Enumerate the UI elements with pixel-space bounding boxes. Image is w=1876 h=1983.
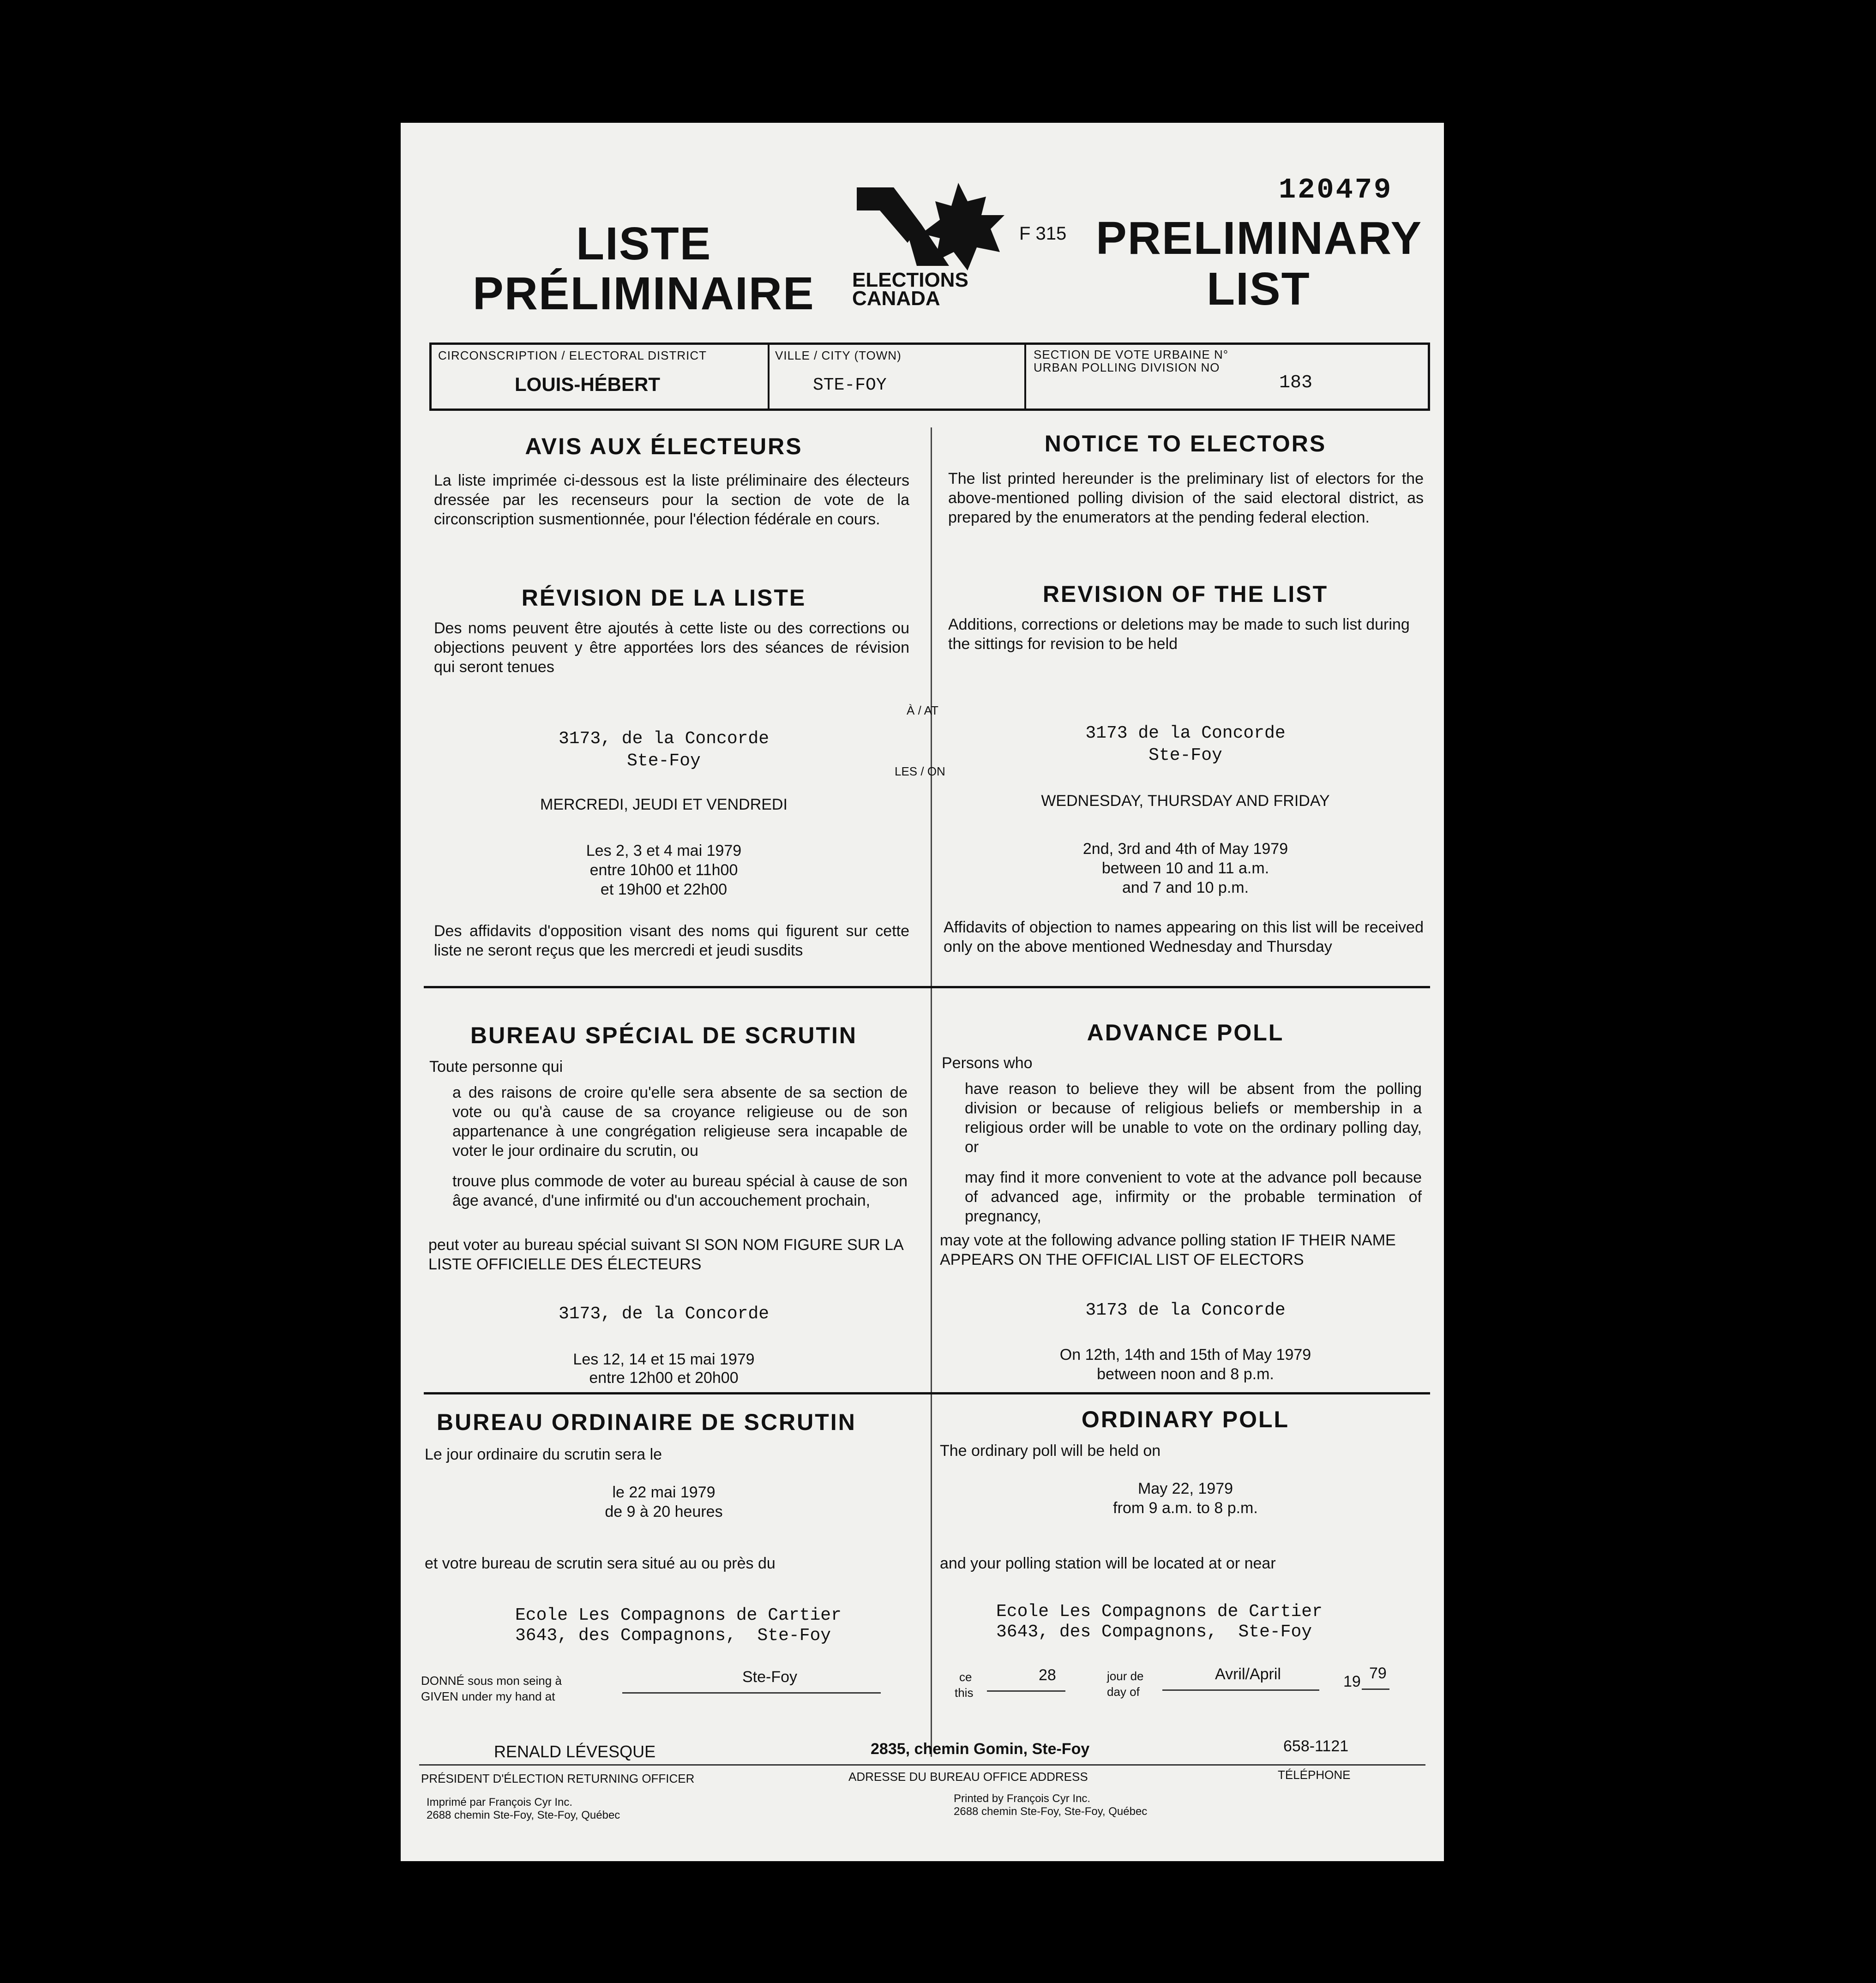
revision-en-text: Additions, corrections or deletions may be made to such list during the sittings for revision to be held — [948, 616, 1410, 653]
advance-fr-item1: a des raisons de croire qu'elle sera absente de sa section de vote ou qu'à cause de sa croyance religieuse ou de son appartenance à une congrégation religieuse sera incapable de voter le jour ordinaire du scrutin, ou — [452, 1084, 908, 1160]
officer-name: RENALD LÉVESQUE — [494, 1742, 656, 1761]
revision-en-title: REVISION OF THE LIST — [1042, 581, 1329, 607]
ordinary-en-date-line2: from 9 a.m. to 8 p.m. — [1113, 1499, 1258, 1517]
revision-fr-dates-line1: Les 2, 3 et 4 mai 1979 — [586, 842, 742, 859]
ordinary-en-date-line1: May 22, 1979 — [1137, 1480, 1233, 1497]
revision-fr-dates-line2: entre 10h00 et 11h00 — [589, 861, 738, 879]
advance-fr-title: BUREAU SPÉCIAL DE SCRUTIN — [470, 1022, 858, 1048]
printer-fr-line1: Imprimé par François Cyr Inc. — [427, 1796, 573, 1809]
on-label: LES / ON — [895, 764, 945, 778]
revision-fr-address-line2: Ste-Foy — [627, 751, 701, 771]
notice-en-title: NOTICE TO ELECTORS — [1044, 431, 1327, 457]
day-of-en: day of — [1107, 1685, 1140, 1699]
revision-fr-address-line1: 3173, de la Concorde — [558, 729, 770, 749]
polling-value: 183 — [1279, 373, 1313, 393]
revision-fr-affidavit: Des affidavits d'opposition visant des noms qui figurent sur cette liste ne seront reçus que les mercredi et jeudi susdits — [434, 922, 909, 959]
ordinary-fr-intro: Le jour ordinaire du scrutin sera le — [425, 1446, 662, 1463]
ordinary-en-place-line2: 3643, des Compagnons, Ste-Foy — [996, 1622, 1312, 1642]
printer-en-line2: 2688 chemin Ste-Foy, Ste-Foy, Québec — [954, 1805, 1148, 1818]
given-fr: DONNÉ sous mon seing à — [421, 1674, 562, 1688]
serial-number: 120479 — [1279, 174, 1393, 206]
ordinary-en-title: ORDINARY POLL — [1081, 1406, 1290, 1432]
title-fr-line2: PRÉLIMINAIRE — [473, 268, 815, 319]
revision-en-dates-line2: between 10 and 11 a.m. — [1101, 859, 1269, 877]
telephone: 658-1121 — [1283, 1737, 1349, 1755]
ordinary-fr-date-line2: de 9 à 20 heures — [605, 1503, 723, 1520]
revision-en-address-line2: Ste-Foy — [1148, 745, 1222, 765]
title-en-line1: PRELIMINARY — [1096, 212, 1423, 264]
revision-fr-text: Des noms peuvent être ajoutés à cette liste ou des corrections ou objections peuvent y être apportées lors des séances de révision qui seront tenues — [434, 619, 909, 676]
advance-fr-dates-line2: entre 12h00 et 20h00 — [589, 1369, 739, 1387]
office-address: 2835, chemin Gomin, Ste-Foy — [871, 1740, 1090, 1758]
district-label: CIRCONSCRIPTION / ELECTORAL DISTRICT — [438, 349, 707, 362]
officer-label: PRÉSIDENT D'ÉLECTION RETURNING OFFICER — [421, 1772, 695, 1785]
logo-text-line1: ELECTIONS — [852, 269, 968, 291]
printer-en-line1: Printed by François Cyr Inc. — [954, 1792, 1091, 1805]
advance-en-dates-line1: On 12th, 14th and 15th of May 1979 — [1059, 1346, 1311, 1364]
revision-en-affidavit: Affidavits of objection to names appearing on this list will be received only on the above mentioned Wednesday and Thursday — [944, 919, 1424, 955]
ordinary-fr-place-line1: Ecole Les Compagnons de Cartier — [515, 1605, 842, 1625]
advance-fr-address: 3173, de la Concorde — [558, 1304, 770, 1324]
advance-en-dates-line2: between noon and 8 p.m. — [1097, 1365, 1274, 1383]
advance-en-outro: may vote at the following advance polling station IF THEIR NAME APPEARS ON THE OFFICIAL LIST OF ELECTORS — [940, 1232, 1396, 1268]
signature-year-suffix: 79 — [1369, 1665, 1387, 1682]
notice-fr-title: AVIS AUX ÉLECTEURS — [525, 433, 803, 459]
info-box — [429, 343, 1430, 411]
printer-fr-line2: 2688 chemin Ste-Foy, Ste-Foy, Québec — [427, 1809, 620, 1821]
ordinary-fr-location-intro: et votre bureau de scrutin sera situé au ou près du — [425, 1555, 776, 1572]
office-address-label: ADRESSE DU BUREAU OFFICE ADDRESS — [848, 1770, 1088, 1784]
day-of-fr: jour de — [1107, 1669, 1144, 1683]
signature-place: Ste-Foy — [742, 1668, 798, 1686]
form-number: F 315 — [1019, 223, 1067, 244]
city-value: STE-FOY — [813, 375, 887, 395]
advance-fr-item2: trouve plus commode de voter au bureau spécial à cause de son âge avancé, d'une infirmité ou d'un accouchement prochain, — [452, 1172, 908, 1209]
at-label: À / AT — [907, 703, 938, 717]
revision-fr-title: RÉVISION DE LA LISTE — [521, 585, 806, 611]
title-fr-line1: LISTE — [576, 218, 712, 270]
advance-fr-intro: Toute personne qui — [429, 1058, 563, 1076]
advance-en-item2: may find it more convenient to vote at the advance poll because of advanced age, infirmity or the probable termination of pregnancy, — [965, 1169, 1422, 1225]
logo-text-line2: CANADA — [852, 287, 940, 310]
notice-page — [401, 123, 1444, 1861]
notice-fr-text: La liste imprimée ci-dessous est la liste préliminaire des électeurs dressée par les recenseurs pour la section de vote de la circonscription susmentionnée, pour l'élection fédérale en cours. — [434, 472, 909, 528]
advance-en-item1: have reason to believe they will be absent from the polling division or because of religious beliefs or membership in a religious order will be unable to vote on the ordinary polling day, or — [965, 1080, 1422, 1156]
notice-en-text: The list printed hereunder is the preliminary list of electors for the above-mentioned polling division of the said electoral district, as prepared by the enumerators at the pending federal election. — [948, 470, 1424, 526]
polling-label-en: URBAN POLLING DIVISION NO — [1034, 361, 1220, 374]
maple-leaf-x-icon — [852, 183, 1018, 275]
ordinary-fr-date-line1: le 22 mai 1979 — [612, 1484, 716, 1501]
revision-fr-dates-line3: et 19h00 et 22h00 — [600, 881, 728, 898]
signature-day: 28 — [1039, 1666, 1056, 1684]
advance-fr-outro: peut voter au bureau spécial suivant SI SON NOM FIGURE SUR LA LISTE OFFICIELLE DES ÉLECTEURS — [428, 1236, 903, 1273]
ordinary-en-place-line1: Ecole Les Compagnons de Cartier — [996, 1602, 1323, 1622]
advance-en-title: ADVANCE POLL — [1087, 1020, 1284, 1046]
advance-en-address: 3173 de la Concorde — [1085, 1300, 1286, 1320]
given-en: GIVEN under my hand at — [421, 1689, 555, 1703]
elections-canada-logo — [852, 183, 1018, 310]
ordinary-fr-place-line2: 3643, des Compagnons, Ste-Foy — [515, 1626, 831, 1646]
ordinary-en-location-intro: and your polling station will be located at or near — [940, 1555, 1276, 1572]
polling-label-fr: SECTION DE VOTE URBAINE N° — [1034, 348, 1229, 361]
telephone-label: TÉLÉPHONE — [1278, 1768, 1351, 1782]
revision-en-days: WEDNESDAY, THURSDAY AND FRIDAY — [1041, 792, 1330, 810]
city-label: VILLE / CITY (TOWN) — [775, 349, 902, 362]
advance-en-intro: Persons who — [942, 1054, 1033, 1072]
signature-year-prefix: 19 — [1343, 1673, 1361, 1690]
title-en-line2: LIST — [1207, 263, 1311, 315]
ordinary-fr-title: BUREAU ORDINAIRE DE SCRUTIN — [437, 1409, 856, 1435]
revision-en-dates-line1: 2nd, 3rd and 4th of May 1979 — [1082, 840, 1288, 858]
revision-fr-days: MERCREDI, JEUDI ET VENDREDI — [540, 796, 788, 813]
this-en: this — [955, 1686, 974, 1700]
revision-en-address-line1: 3173 de la Concorde — [1085, 723, 1286, 743]
signature-month: Avril/April — [1215, 1665, 1281, 1683]
district-value: LOUIS-HÉBERT — [515, 373, 660, 395]
this-fr: ce — [959, 1670, 972, 1684]
advance-fr-dates-line1: Les 12, 14 et 15 mai 1979 — [573, 1351, 755, 1368]
ordinary-en-intro: The ordinary poll will be held on — [940, 1442, 1161, 1460]
revision-en-dates-line3: and 7 and 10 p.m. — [1122, 879, 1249, 896]
